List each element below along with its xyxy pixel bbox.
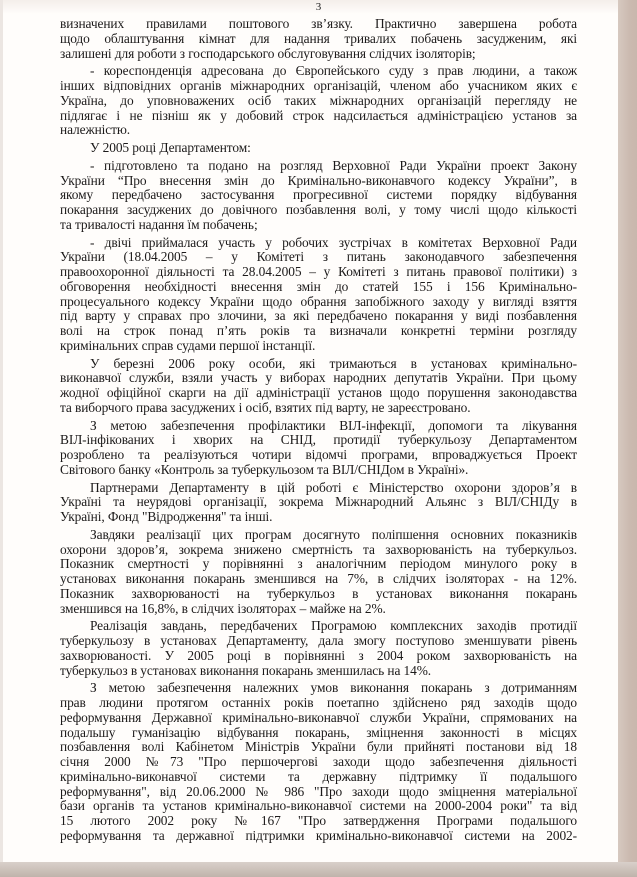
text-line: реформування Державної кримінально-виконавчої служби України, спрямованих на: [60, 709, 577, 725]
paragraph: [60, 64, 577, 138]
text-line: покарання засуджених до довічного позбавлення волі, у тому числі щодо кількості: [60, 202, 577, 217]
text-line: кримінально-виконавчої системи та державну підтримку її подальшого: [60, 768, 577, 784]
text-line: подальшу гуманізацію відбування покарань, зміцнення законності в місцях: [60, 724, 577, 740]
text-line: підлягає і не пізніш як у добовий строк надсилається адміністрацією установ за: [60, 107, 577, 123]
text-line: інших відповідних органів міжнародних організацій, членом або учасником яких є: [60, 78, 577, 93]
text-line: У 2005 році Департаментом:: [90, 140, 251, 155]
paragraph: [60, 528, 577, 617]
scan-left-edge: [0, 0, 3, 862]
text-line: процесуального кодексу України щодо обрання запобіжного заходу у вигляді взяття: [60, 293, 577, 309]
text-line: установах виконання покарань зменшився на 7%, в слідчих ізоляторах - на 12%.: [60, 571, 577, 586]
scan-right-edge: [618, 0, 637, 877]
text-line: Україні, Фонд "Відродження" та інші.: [60, 509, 273, 524]
paragraph: [60, 681, 577, 843]
text-line: виконавчої служби, взяли участь у виборах народних депутатів України. При цьому: [60, 370, 577, 386]
text-line: - кореспонденція адресована до Європейського суду з прав людини, а також: [90, 63, 577, 79]
scan-bottom-edge: [0, 862, 637, 877]
text-line: розроблено та реалізуються чотири відомчі програми, впроваджується Проект: [60, 447, 577, 462]
text-line: визначених правилами поштового зв’язку. Практично завершена робота: [60, 16, 577, 31]
paragraph: [60, 141, 577, 156]
text-line: Україні та неурядові організації, зокрема Міжнародний Альянс з ВІЛ/СНІДу в: [60, 494, 577, 510]
text-line: 15 лютого 2002 року №167 "Про затвердження Програми подальшого: [60, 813, 577, 828]
text-line: прав людини протягом останніх років поетапно здійснено ряд заходів щодо: [60, 695, 577, 710]
text-line: позбавлення волі Кабінетом Міністрів України були прийняті постанови від 18: [60, 739, 577, 755]
text-line: туберкульоз в установах виконання покарань зменшилась на 14%.: [60, 662, 432, 678]
text-line: Показник смертності у порівнянні з аналогічним періодом минулого року в: [60, 556, 577, 572]
text-line: бази органів та установ кримінально-виконавчої системи на 2000-2004 роки" та від: [60, 798, 577, 814]
text-line: реформування та державної підтримки кримінально-виконавчої системи на 2002-: [60, 827, 577, 843]
text-line: волі на строк понад п’ять років та визначали конкретні терміни розгляду: [60, 323, 577, 338]
text-line: кримінальних справ судами першої інстанції.: [60, 337, 316, 353]
text-line: ВІЛ-інфікованих і хворих на СНІД, протидії туберкульозу Департаментом: [60, 432, 577, 448]
text-line: під варту у справах про злочини, за які передбачено покарання у виді позбавлення: [60, 308, 577, 324]
text-line: належністю.: [60, 122, 131, 138]
text-line: Україна, до уповноважених осіб таких міжнародних організацій перегляду не: [60, 92, 577, 108]
text-line: туберкульозу в установах Департаменту, дала змогу поступово зменшувати рівень: [60, 633, 577, 648]
text-line: якому передбачено застосування прогресивної системи порядку відбування: [60, 187, 577, 203]
text-line: - двічі приймалася участь у робочих зустрічах в комітетах Верховної Ради: [90, 234, 577, 250]
text-line: України (18.04.2005 – у Комітеті з питань законодавчого забезпечення: [60, 249, 577, 265]
paragraph: [60, 17, 577, 61]
text-line: зменшився на 16,8%, в слідчих ізоляторах – майже на 2%.: [60, 600, 386, 616]
text-line: Партнерами Департаменту в цій роботі є Міністерство охорони здоров’я в: [90, 479, 577, 495]
text-line: жодної офіційної скарги на дії адміністрації установ щодо порушення законодавства: [60, 385, 577, 400]
text-line: реформування", від 20.06.2000 № 986 "Про заходи щодо зміцнення матеріальної: [60, 783, 577, 799]
text-line: Завдяки реалізації цих програм досягнуто поліпшення основних показників: [90, 526, 577, 542]
text-line: обговорення необхідності внесення змін до статей 155 і 156 Кримінально-: [60, 278, 577, 294]
text-line: та тривалості надання їм побачень;: [60, 216, 258, 232]
text-line: охорони здоров’я, зокрема знижено смертність та захворюваність на туберкульоз.: [60, 541, 577, 557]
text-line: України “Про внесення змін до Кримінально-виконавчого кодексу України”, в: [60, 172, 577, 188]
text-line: У березні 2006 року особи, які тримаються в установах кримінально-: [90, 355, 577, 371]
text-line: залишені для роботи з господарського обслуговування слідчих ізоляторів;: [60, 45, 476, 61]
page-number: 3: [315, 1, 322, 13]
paragraph: [60, 619, 577, 678]
text-line: З метою забезпечення профілактики ВІЛ-інфекції, допомоги та лікування: [90, 417, 577, 433]
text-line: - підготовлено та подано на розгляд Верховної Ради України проект Закону: [90, 157, 577, 173]
paragraph: [60, 159, 577, 233]
paragraph: [60, 357, 577, 416]
text-line: Показник захворюваності на туберкульоз в установах виконання покарань: [60, 585, 577, 601]
text-line: З метою забезпечення належних умов виконання покарань з дотриманням: [90, 680, 577, 696]
document-body: [60, 17, 577, 844]
paragraph: [60, 419, 577, 478]
text-line: січня 2000 №73 "Про першочергові заходи щодо забезпечення діяльності: [60, 754, 577, 769]
text-line: Реалізація завдань, передбачених Програмою комплексних заходів протидії: [90, 618, 577, 634]
text-line: Світового банку «Контроль за туберкульозом та ВІЛ/СНІДом в Україні».: [60, 461, 469, 477]
paragraph: [60, 481, 577, 525]
text-line: та виборчого права засуджених і осіб, взятих під варту, не зареєстровано.: [60, 399, 471, 415]
paragraph: [60, 236, 577, 354]
text-line: щодо облаштування кімнат для надання тривалих побачень засудженим, які: [60, 30, 577, 46]
text-line: захворюваності. У 2005 році в порівнянні з 2004 роком захворюваність на: [60, 647, 577, 663]
text-line: правоохоронної діяльності та 28.04.2005 – у Комітеті з питань правової політики) з: [60, 264, 577, 279]
